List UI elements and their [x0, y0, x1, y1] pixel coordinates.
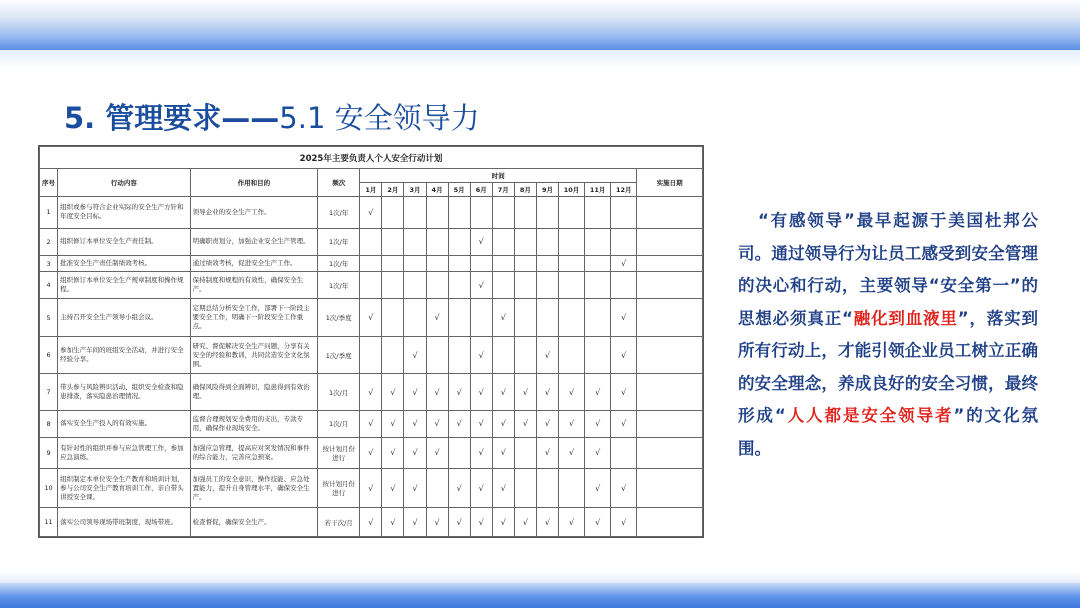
month-check-cell [426, 228, 448, 255]
month-check-cell [559, 228, 585, 255]
month-check-cell [448, 197, 470, 229]
month-check-cell [585, 197, 611, 229]
month-check-cell [492, 437, 514, 468]
row-action: 有针对性的组织并参与应急管理工作，参加应急演练。 [58, 437, 191, 468]
check-mark: √ [412, 419, 418, 429]
month-check-cell [404, 256, 426, 272]
header-month: 6月 [470, 183, 492, 197]
check-mark: √ [500, 517, 506, 527]
row-implementation-date [637, 468, 703, 508]
row-implementation-date [637, 508, 703, 537]
table-row [40, 299, 703, 337]
month-check-cell [514, 256, 536, 272]
description-part-1: “有感领导”最早起源于美国杜邦公司。通过领导行为让员工感受到安全管理的决心和行动，主要领导“安全第一”的思想必须真正“ [738, 211, 1038, 328]
header-frequency: 频次 [318, 169, 360, 197]
row-purpose: 研究、督促解决安全生产问题，分享有关安全的经验和教训，共同营造安全文化氛围。 [190, 336, 318, 374]
month-check-cell [404, 197, 426, 229]
table-row [40, 468, 703, 508]
check-mark: √ [434, 448, 440, 458]
month-check-cell [470, 410, 492, 437]
check-mark: √ [595, 387, 601, 397]
month-check-cell [360, 299, 382, 337]
month-check-cell [492, 228, 514, 255]
month-check-cell [585, 336, 611, 374]
check-mark: √ [478, 517, 484, 527]
check-mark: √ [478, 448, 484, 458]
row-frequency: 1次/年 [318, 272, 360, 299]
month-check-cell [492, 410, 514, 437]
month-check-cell [448, 437, 470, 468]
row-purpose: 加强员工的安全意识、操作技能、应急处置能力，提升自身管理水平，确保安全生产。 [190, 468, 318, 508]
month-check-cell [536, 508, 558, 537]
month-check-cell [514, 437, 536, 468]
header-month: 3月 [404, 183, 426, 197]
month-check-cell [448, 410, 470, 437]
month-check-cell [492, 374, 514, 410]
check-mark: √ [368, 419, 374, 429]
month-check-cell [559, 410, 585, 437]
month-check-cell [426, 197, 448, 229]
row-purpose: 领导企业的安全生产工作。 [190, 197, 318, 229]
row-purpose: 检查督促，确保安全生产。 [190, 508, 318, 537]
check-mark: √ [368, 313, 374, 323]
month-check-cell [404, 228, 426, 255]
row-frequency: 1次/月 [318, 374, 360, 410]
month-check-cell [559, 508, 585, 537]
row-implementation-date [637, 256, 703, 272]
month-check-cell [611, 272, 637, 299]
row-purpose: 确保风险得到全面辨识，隐患得到有效治理。 [190, 374, 318, 410]
month-check-cell [514, 197, 536, 229]
month-check-cell [492, 299, 514, 337]
table-row [40, 228, 703, 255]
month-check-cell [404, 374, 426, 410]
month-check-cell [536, 299, 558, 337]
month-check-cell [492, 272, 514, 299]
month-check-cell [426, 468, 448, 508]
check-mark: √ [412, 483, 418, 493]
title-subsection: 5.1 安全领导力 [279, 101, 480, 135]
check-mark: √ [621, 387, 627, 397]
row-index: 9 [40, 437, 58, 468]
row-action: 参加生产车间的班组安全活动，并进行安全经验分享。 [58, 336, 191, 374]
top-banner-shadow [0, 50, 1080, 68]
check-mark: √ [500, 313, 506, 323]
month-check-cell [360, 228, 382, 255]
header-month: 12月 [611, 183, 637, 197]
row-implementation-date [637, 336, 703, 374]
leadership-description [738, 205, 1038, 465]
month-check-cell [585, 228, 611, 255]
check-mark: √ [595, 419, 601, 429]
row-action: 带头参与风险辨识活动、组织安全检查和隐患排查，落实隐患治理情况。 [58, 374, 191, 410]
month-check-cell [611, 468, 637, 508]
header-action: 行动内容 [58, 169, 191, 197]
check-mark: √ [500, 448, 506, 458]
row-index: 7 [40, 374, 58, 410]
check-mark: √ [478, 280, 484, 290]
check-mark: √ [390, 387, 396, 397]
check-mark: √ [478, 387, 484, 397]
month-check-cell [448, 336, 470, 374]
row-frequency: 1次/年 [318, 197, 360, 229]
check-mark: √ [412, 448, 418, 458]
month-check-cell [382, 272, 404, 299]
check-mark: √ [621, 419, 627, 429]
month-check-cell [559, 197, 585, 229]
month-check-cell [470, 336, 492, 374]
month-check-cell [536, 336, 558, 374]
month-check-cell [611, 197, 637, 229]
month-check-cell [448, 508, 470, 537]
check-mark: √ [368, 207, 374, 217]
month-check-cell [585, 410, 611, 437]
month-check-cell [470, 197, 492, 229]
row-implementation-date [637, 410, 703, 437]
month-check-cell [404, 437, 426, 468]
month-check-cell [470, 256, 492, 272]
check-mark: √ [544, 419, 551, 429]
description-part-2: ”，落实到所有行动上，才能引领企业员工树立正确的安全理念，养成良好的安全习惯，最终形成“ [738, 308, 1038, 425]
check-mark: √ [621, 483, 627, 493]
month-check-cell [382, 256, 404, 272]
check-mark: √ [522, 419, 528, 429]
table-row [40, 336, 703, 374]
check-mark: √ [621, 517, 627, 527]
table-row [40, 272, 703, 299]
month-check-cell [426, 336, 448, 374]
month-check-cell [536, 374, 558, 410]
month-check-cell [559, 299, 585, 337]
check-mark: √ [500, 483, 506, 493]
month-check-cell [611, 228, 637, 255]
month-check-cell [382, 336, 404, 374]
check-mark: √ [478, 483, 484, 493]
row-implementation-date [637, 228, 703, 255]
check-mark: √ [434, 387, 440, 397]
month-check-cell [492, 468, 514, 508]
check-mark: √ [456, 419, 462, 429]
check-mark: √ [478, 419, 484, 429]
title-section: 5. 管理要求—— [64, 101, 280, 135]
month-check-cell [470, 468, 492, 508]
check-mark: √ [522, 517, 528, 527]
row-frequency: 若干次/月 [318, 508, 360, 537]
row-index: 1 [40, 197, 58, 229]
month-check-cell [514, 336, 536, 374]
header-month: 9月 [536, 183, 558, 197]
table-row [40, 197, 703, 229]
row-action: 组织或参与符合企业实际的安全生产方针和年度安全目标。 [58, 197, 191, 229]
month-check-cell [514, 374, 536, 410]
row-implementation-date [637, 197, 703, 229]
row-implementation-date [637, 299, 703, 337]
row-action: 落实安全生产投入的有效实施。 [58, 410, 191, 437]
header-month: 5月 [448, 183, 470, 197]
check-mark: √ [368, 517, 374, 527]
month-check-cell [448, 299, 470, 337]
header-month: 2月 [382, 183, 404, 197]
row-implementation-date [637, 374, 703, 410]
check-mark: √ [368, 448, 374, 458]
check-mark: √ [390, 448, 396, 458]
action-plan-table-container [38, 145, 704, 538]
table-row [40, 508, 703, 537]
row-implementation-date [637, 437, 703, 468]
month-check-cell [382, 299, 404, 337]
month-check-cell [360, 437, 382, 468]
check-mark: √ [412, 350, 418, 360]
month-check-cell [382, 197, 404, 229]
check-mark: √ [568, 419, 575, 429]
check-mark: √ [621, 259, 627, 269]
month-check-cell [514, 508, 536, 537]
row-index: 8 [40, 410, 58, 437]
check-mark: √ [544, 448, 551, 458]
month-check-cell [470, 437, 492, 468]
table-row [40, 374, 703, 410]
month-check-cell [585, 272, 611, 299]
table-row [40, 256, 703, 272]
check-mark: √ [456, 517, 462, 527]
check-mark: √ [368, 483, 374, 493]
month-check-cell [536, 228, 558, 255]
month-check-cell [404, 272, 426, 299]
check-mark: √ [544, 387, 551, 397]
row-index: 3 [40, 256, 58, 272]
header-month: 7月 [492, 183, 514, 197]
month-check-cell [382, 508, 404, 537]
month-check-cell [360, 468, 382, 508]
bottom-banner-shadow [0, 571, 1080, 583]
month-check-cell [470, 508, 492, 537]
check-mark: √ [390, 517, 396, 527]
month-check-cell [360, 272, 382, 299]
row-frequency: 1次/年 [318, 256, 360, 272]
month-check-cell [492, 197, 514, 229]
check-mark: √ [595, 483, 601, 493]
month-check-cell [611, 374, 637, 410]
check-mark: √ [412, 517, 418, 527]
header-month: 4月 [426, 183, 448, 197]
check-mark: √ [456, 387, 462, 397]
row-action: 批准安全生产责任制绩效考核。 [58, 256, 191, 272]
month-check-cell [426, 508, 448, 537]
month-check-cell [382, 228, 404, 255]
row-action: 组织修订本单位安全生产规章制度和操作规程。 [58, 272, 191, 299]
month-check-cell [492, 336, 514, 374]
month-check-cell [611, 508, 637, 537]
row-action: 主持召开安全生产领导小组会议。 [58, 299, 191, 337]
month-check-cell [404, 336, 426, 374]
month-check-cell [360, 336, 382, 374]
row-frequency: 按计划月份进行 [318, 468, 360, 508]
month-check-cell [585, 437, 611, 468]
row-purpose: 加强应急管理，提高应对突发情况和事件的综合能力，完善应急预案。 [190, 437, 318, 468]
row-purpose: 通过绩效考核，促进安全生产工作。 [190, 256, 318, 272]
check-mark: √ [568, 448, 575, 458]
row-purpose: 监督合理规划安全费用的支出，专款专用，确保作业现场安全。 [190, 410, 318, 437]
month-check-cell [360, 256, 382, 272]
month-check-cell [404, 299, 426, 337]
header-month: 8月 [514, 183, 536, 197]
table-row [40, 410, 703, 437]
month-check-cell [426, 272, 448, 299]
check-mark: √ [434, 517, 440, 527]
row-index: 10 [40, 468, 58, 508]
month-check-cell [382, 437, 404, 468]
row-frequency: 1次/季度 [318, 299, 360, 337]
month-check-cell [536, 468, 558, 508]
month-check-cell [611, 410, 637, 437]
check-mark: √ [390, 483, 396, 493]
month-check-cell [559, 374, 585, 410]
month-check-cell [585, 299, 611, 337]
header-index: 序号 [40, 169, 58, 197]
month-check-cell [382, 410, 404, 437]
row-purpose: 定期总结分析安全工作，部署下一阶段主要安全工作，明确下一阶段安全工作重点。 [190, 299, 318, 337]
month-check-cell [536, 272, 558, 299]
month-check-cell [360, 197, 382, 229]
check-mark: √ [568, 387, 575, 397]
row-frequency: 1次/月 [318, 410, 360, 437]
check-mark: √ [621, 313, 627, 323]
check-mark: √ [434, 419, 440, 429]
row-index: 6 [40, 336, 58, 374]
month-check-cell [382, 374, 404, 410]
month-check-cell [559, 437, 585, 468]
month-check-cell [585, 508, 611, 537]
month-check-cell [514, 272, 536, 299]
month-check-cell [514, 228, 536, 255]
row-action: 落实公司领导现场带班制度，现场带班。 [58, 508, 191, 537]
month-check-cell [382, 468, 404, 508]
check-mark: √ [390, 419, 396, 429]
check-mark: √ [621, 350, 627, 360]
month-check-cell [492, 256, 514, 272]
check-mark: √ [478, 350, 484, 360]
header-month: 1月 [360, 183, 382, 197]
row-index: 2 [40, 228, 58, 255]
check-mark: √ [500, 387, 506, 397]
check-mark: √ [412, 387, 418, 397]
row-index: 5 [40, 299, 58, 337]
month-check-cell [448, 374, 470, 410]
row-action: 组织修订本单位安全生产责任制。 [58, 228, 191, 255]
check-mark: √ [595, 448, 601, 458]
month-check-cell [611, 299, 637, 337]
month-check-cell [514, 299, 536, 337]
month-check-cell [559, 256, 585, 272]
row-frequency: 1次/年 [318, 228, 360, 255]
top-banner [0, 0, 1080, 50]
month-check-cell [448, 272, 470, 299]
month-check-cell [426, 374, 448, 410]
month-check-cell [470, 299, 492, 337]
month-check-cell [360, 374, 382, 410]
month-check-cell [514, 410, 536, 437]
check-mark: √ [368, 387, 374, 397]
row-purpose: 明确职责划分，加强企业安全生产管理。 [190, 228, 318, 255]
check-mark: √ [544, 517, 551, 527]
description-highlight-2: 人人都是安全领导者 [785, 406, 954, 425]
month-check-cell [470, 374, 492, 410]
month-check-cell [611, 256, 637, 272]
month-check-cell [448, 468, 470, 508]
description-highlight-1: 融化到血液里 [852, 308, 958, 328]
header-purpose: 作用和目的 [190, 169, 318, 197]
table-caption: 2025年主要负责人个人安全行动计划 [40, 147, 703, 169]
month-check-cell [448, 256, 470, 272]
month-check-cell [492, 508, 514, 537]
row-frequency: 按计划月份进行 [318, 437, 360, 468]
header-time: 时间 [360, 169, 637, 183]
month-check-cell [536, 437, 558, 468]
table-row [40, 437, 703, 468]
month-check-cell [360, 508, 382, 537]
description-part-3: ”的文化氛围。 [738, 406, 1038, 458]
month-check-cell [426, 410, 448, 437]
check-mark: √ [500, 419, 506, 429]
month-check-cell [470, 272, 492, 299]
check-mark: √ [568, 517, 575, 527]
month-check-cell [585, 468, 611, 508]
month-check-cell [559, 336, 585, 374]
month-check-cell [360, 410, 382, 437]
row-purpose: 保持制度和规程的有效性，确保安全生产。 [190, 272, 318, 299]
header-month: 11月 [585, 183, 611, 197]
check-mark: √ [456, 483, 462, 493]
check-mark: √ [522, 387, 528, 397]
month-check-cell [559, 272, 585, 299]
month-check-cell [426, 256, 448, 272]
month-check-cell [404, 508, 426, 537]
check-mark: √ [434, 313, 440, 323]
month-check-cell [426, 299, 448, 337]
header-month: 10月 [559, 183, 585, 197]
month-check-cell [559, 468, 585, 508]
month-check-cell [426, 437, 448, 468]
slide-title [64, 98, 480, 142]
check-mark: √ [478, 237, 484, 247]
month-check-cell [585, 256, 611, 272]
bottom-banner [0, 583, 1080, 608]
month-check-cell [536, 256, 558, 272]
month-check-cell [585, 374, 611, 410]
month-check-cell [470, 228, 492, 255]
month-check-cell [536, 197, 558, 229]
month-check-cell [611, 437, 637, 468]
check-mark: √ [595, 517, 601, 527]
month-check-cell [514, 468, 536, 508]
month-check-cell [404, 410, 426, 437]
row-action: 组织制定本单位安全生产教育和培训计划，参与公司安全生产教育培训工作，亲自带头讲授安全课。 [58, 468, 191, 508]
row-index: 11 [40, 508, 58, 537]
check-mark: √ [544, 350, 551, 360]
month-check-cell [611, 336, 637, 374]
month-check-cell [404, 468, 426, 508]
header-date: 实施日期 [637, 169, 703, 197]
action-plan-table [39, 146, 703, 537]
month-check-cell [536, 410, 558, 437]
row-implementation-date [637, 272, 703, 299]
row-frequency: 1次/季度 [318, 336, 360, 374]
row-index: 4 [40, 272, 58, 299]
month-check-cell [448, 228, 470, 255]
